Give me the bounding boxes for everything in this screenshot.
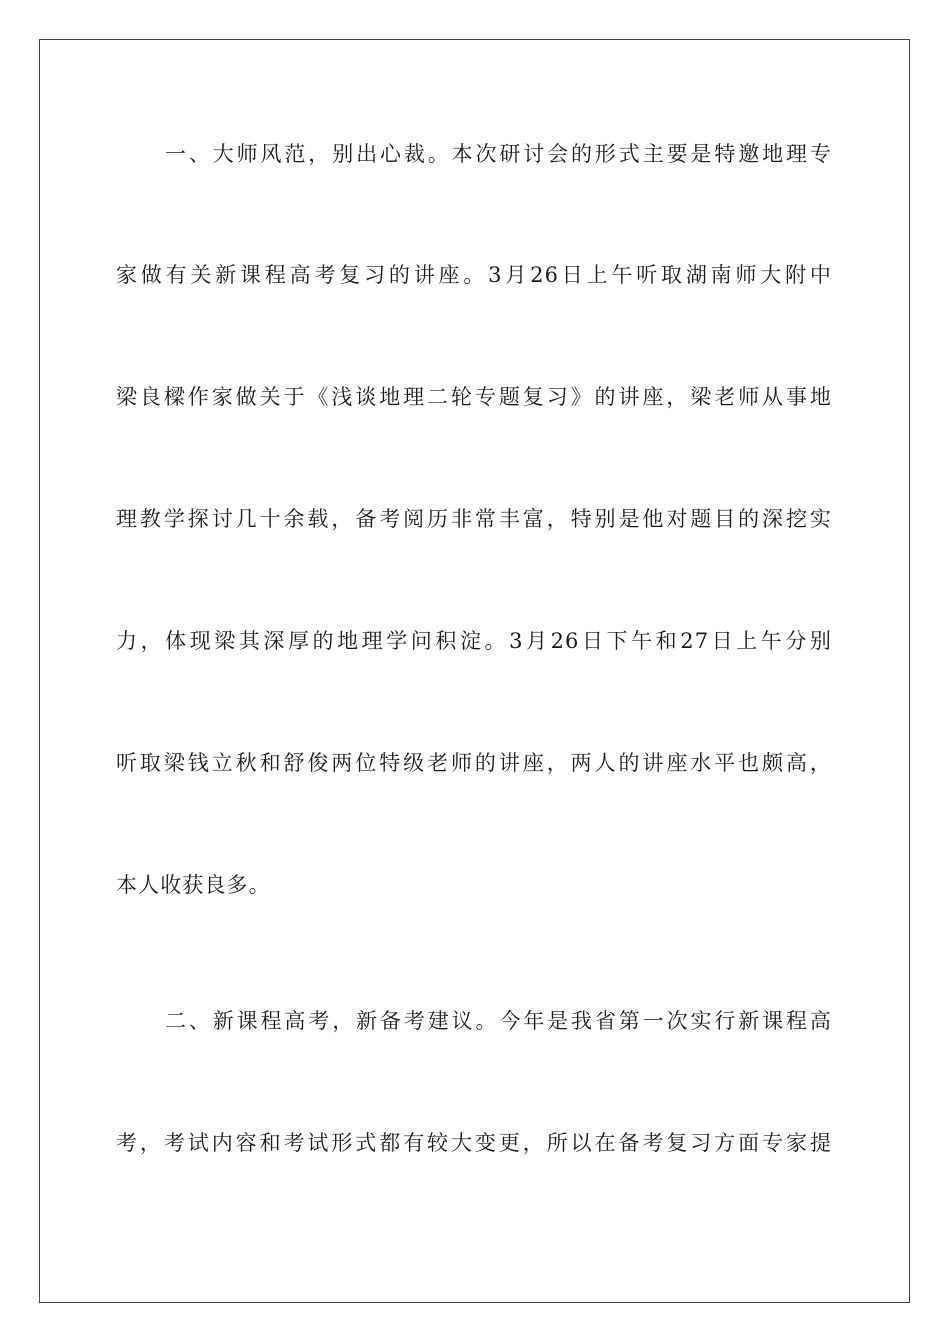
paragraph-2-line-1: 二、新课程高考，新备考建议。今年是我省第一次实行新课程高 bbox=[165, 1009, 832, 1033]
paragraph-2-line-2: 考，考试内容和考试形式都有较大变更，所以在备考复习方面专家提 bbox=[116, 1131, 832, 1155]
paragraph-1-line-5: 力，体现梁其深厚的地理学问积淀。3月26日下午和27日上午分别 bbox=[116, 629, 832, 653]
page-border bbox=[39, 39, 910, 1303]
paragraph-1-line-1: 一、大师风范，别出心裁。本次研讨会的形式主要是特邀地理专 bbox=[165, 142, 832, 166]
paragraph-1-line-2: 家做有关新课程高考复习的讲座。3月26日上午听取湖南师大附中 bbox=[116, 263, 832, 287]
paragraph-1-line-6: 听取梁钱立秋和舒俊两位特级老师的讲座，两人的讲座水平也颇高， bbox=[116, 751, 832, 775]
paragraph-1-line-3: 梁良樑作家做关于《浅谈地理二轮专题复习》的讲座，梁老师从事地 bbox=[116, 385, 832, 409]
paragraph-1-line-7: 本人收获良多。 bbox=[116, 873, 271, 897]
paragraph-1-line-4: 理教学探讨几十余载，备考阅历非常丰富，特别是他对题目的深挖实 bbox=[116, 507, 832, 531]
